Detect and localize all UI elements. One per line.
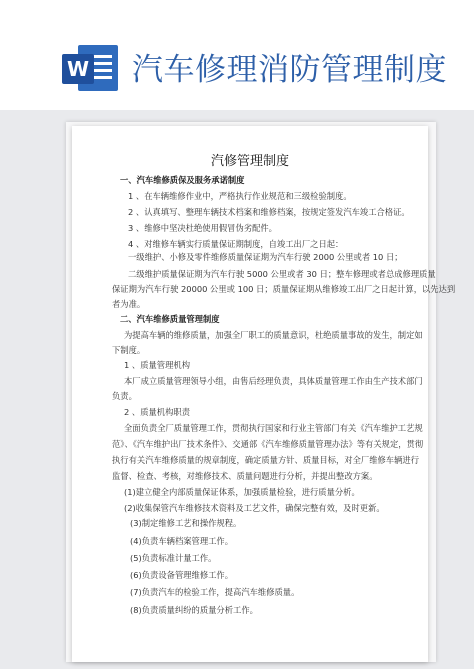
list-item: (6)负责设备管理维修工作。: [130, 570, 234, 580]
list-item: (5)负责标准计量工作。: [130, 553, 217, 563]
paragraph-line: 4 、对维修车辆实行质量保证期制度，自竣工出厂之日起：: [128, 239, 344, 249]
paragraph-line: 一级维护、小修及零件维修质量保证期为汽车行驶 2000 公里或者 10 日；: [128, 252, 403, 262]
paragraph-line: 二级维护质量保证期为汽车行驶 5000 公里或者 30 日；整车修理或者总成修理质量: [128, 269, 436, 279]
paragraph-line: 1 、质量管理机构: [124, 360, 190, 370]
section-heading: 一、汽车维修质保及服务承诺制度: [120, 175, 245, 185]
paragraph-line: 1 、在车辆维修作业中，严格执行作业规范和三级检验制度。: [128, 191, 352, 201]
paragraph-line: 本厂成立质量管理领导小组，由售后经理负责，具体质量管理工作由生产技术部门: [124, 376, 423, 386]
paragraph-line: 者为准。: [112, 299, 146, 309]
document-page[interactable]: [72, 126, 456, 662]
list-item: (3)制定维修工艺和操作规程。: [130, 518, 242, 528]
section-heading: 二、汽车维修质量管理制度: [120, 314, 220, 324]
word-document-icon: [62, 41, 120, 95]
paragraph-line: 下制度。: [112, 345, 146, 355]
list-item: (8)负责质量纠纷的质量分析工作。: [130, 605, 258, 615]
paragraph-line: 2 、认真填写、整理车辆技术档案和维修档案，按规定签发汽车竣工合格证。: [128, 207, 410, 217]
banner-title: 汽车修理消防管理制度: [132, 52, 447, 88]
list-item: (1)建立健全内部质量保证体系，加强质量检验，进行质量分析。: [124, 487, 360, 497]
paragraph-line: 范》、《汽车维护出厂技术条件》、交通部《汽车维修质量管理办法》等有关规定，贯彻: [112, 439, 424, 449]
paragraph-line: 保证期为汽车行驶 20000 公里或 100 日；质量保证期从维修竣工出厂之日起计算，以先达到: [112, 284, 456, 294]
paragraph-line: 3 、维修中坚决杜绝使用假冒伪劣配件。: [128, 223, 277, 233]
paragraph-line: 执行有关汽车维修质量的规章制度，确定质量方针、质量目标，对全厂维修车辆进行: [112, 455, 419, 465]
banner: [0, 0, 474, 110]
document-title: 汽修管理制度: [210, 154, 289, 169]
paragraph-line: 全面负责全厂质量管理工作，贯彻执行国家和行业主管部门有关《汽车维护工艺规: [124, 423, 423, 433]
paragraph-line: 为提高车辆的维修质量，加强全厂职工的质量意识，杜绝质量事故的发生，制定如: [124, 330, 423, 340]
paragraph-line: 监督、检查、考核，对维修技术、质量问题进行分析，并提出整改方案。: [112, 471, 378, 481]
word-icon-letter: W: [62, 54, 94, 84]
list-item: (7)负责汽车的检验工作，提高汽车维修质量。: [130, 587, 300, 597]
list-item: (4)负责车辆档案管理工作。: [130, 536, 234, 546]
paragraph-line: 负责。: [112, 391, 137, 401]
list-item: (2)收集保管汽车维修技术资料及工艺文件，确保完整有效，及时更新。: [124, 503, 385, 513]
paragraph-line: 2 、质量机构职责: [124, 407, 190, 417]
